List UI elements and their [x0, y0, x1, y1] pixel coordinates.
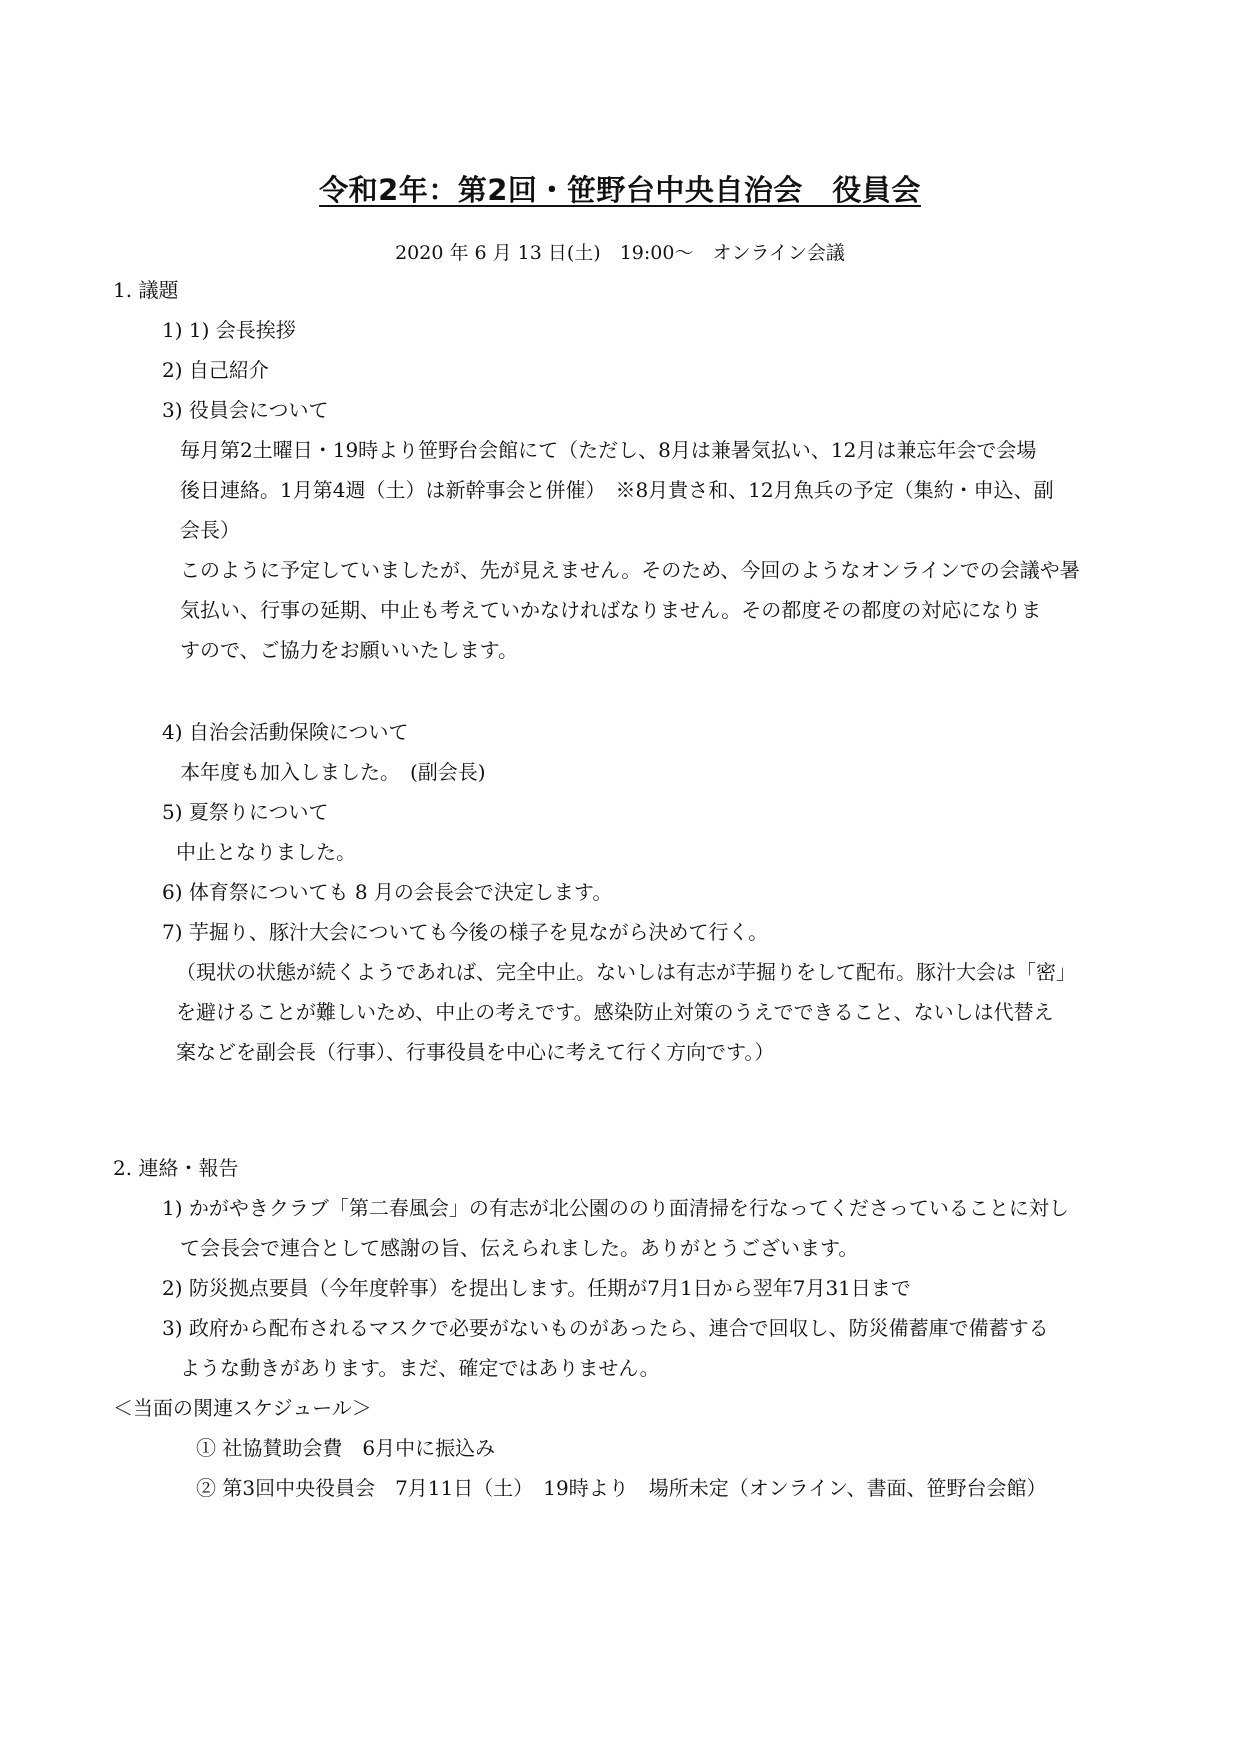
schedule-heading: ＜当面の関連スケジュール＞ [113, 1396, 372, 1420]
agenda-item-1: 1) 1) 会長挨拶 [162, 318, 296, 342]
report-heading: 2. 連絡・報告 [113, 1156, 239, 1180]
agenda-item-3-text: 気払い、行事の延期、中止も考えていかなければなりません。その都度その都度の対応になりま [180, 598, 1042, 622]
agenda-item-7: 7) 芋掘り、豚汁大会についても今後の様子を見ながら決めて行く。 [162, 920, 769, 944]
agenda-item-7-text: （現状の状態が続くようであれば、完全中止。ないしは有志が芋掘りをして配布。豚汁大会は「密」 [176, 960, 1076, 984]
agenda-item-3-text: すので、ご協力をお願いいたします。 [180, 638, 518, 662]
agenda-item-5-text: 中止となりました。 [176, 840, 356, 864]
agenda-item-4: 4) 自治会活動保険について [162, 720, 409, 744]
agenda-heading: 1. 議題 [113, 278, 179, 302]
agenda-item-7-text: 案などを副会長（行事）、行事役員を中心に考えて行く方向です。） [176, 1040, 775, 1064]
document-title: 令和2年：第2回・笹野台中央自治会 役員会 [319, 173, 921, 207]
report-item-3: 3) 政府から配布されるマスクで必要がないものがあったら、連合で回収し、防災備蓄庫で備蓄する [162, 1316, 1049, 1340]
report-item-2: 2) 防災拠点要員（今年度幹事）を提出します。任期が7月1日から翌年7月31日まで [162, 1276, 911, 1300]
schedule-item-2: ② 第3回中央役員会 7月11日（土） 19時より 場所未定（オンライン、書面、笹野台会館） [196, 1476, 1047, 1500]
agenda-item-3: 3) 役員会について [162, 398, 329, 422]
agenda-item-2: 2) 自己紹介 [162, 358, 269, 382]
schedule-item-1: ① 社協賛助会費 6月中に振込み [196, 1436, 496, 1460]
agenda-item-3-text: 会長） [180, 518, 240, 542]
report-item-1: 1) かがやきクラブ「第二春風会」の有志が北公園ののり面清掃を行なってくださっていることに対し [162, 1196, 1069, 1220]
report-item-3-text: ような動きがあります。まだ、確定ではありません。 [180, 1356, 660, 1380]
meeting-date-line: 2020 年 6 月 13 日(土) 19:00～ オンライン会議 [395, 242, 845, 264]
agenda-item-3-text: このように予定していましたが、先が見えません。そのため、今回のようなオンラインでの会議や暑 [180, 558, 1080, 582]
agenda-item-6: 6) 体育祭についても 8 月の会長会で決定します。 [162, 880, 613, 904]
agenda-item-7-text: を避けることが難しいため、中止の考えです。感染防止対策のうえでできること、ないしは代替え [176, 1000, 1054, 1024]
agenda-item-3-text: 後日連絡。1月第4週（土）は新幹事会と併催） ※8月貴さ和、12月魚兵の予定（集約・申込、副 [180, 478, 1054, 502]
agenda-item-4-text: 本年度も加入しました。 (副会長) [180, 760, 486, 784]
report-item-1-text: て会長会で連合として感謝の旨、伝えられました。ありがとうございます。 [180, 1236, 859, 1260]
agenda-item-5: 5) 夏祭りについて [162, 800, 329, 824]
agenda-item-3-text: 毎月第2土曜日・19時より笹野台会館にて（ただし、8月は兼暑気払い、12月は兼忘年会で会場 [180, 438, 1037, 462]
